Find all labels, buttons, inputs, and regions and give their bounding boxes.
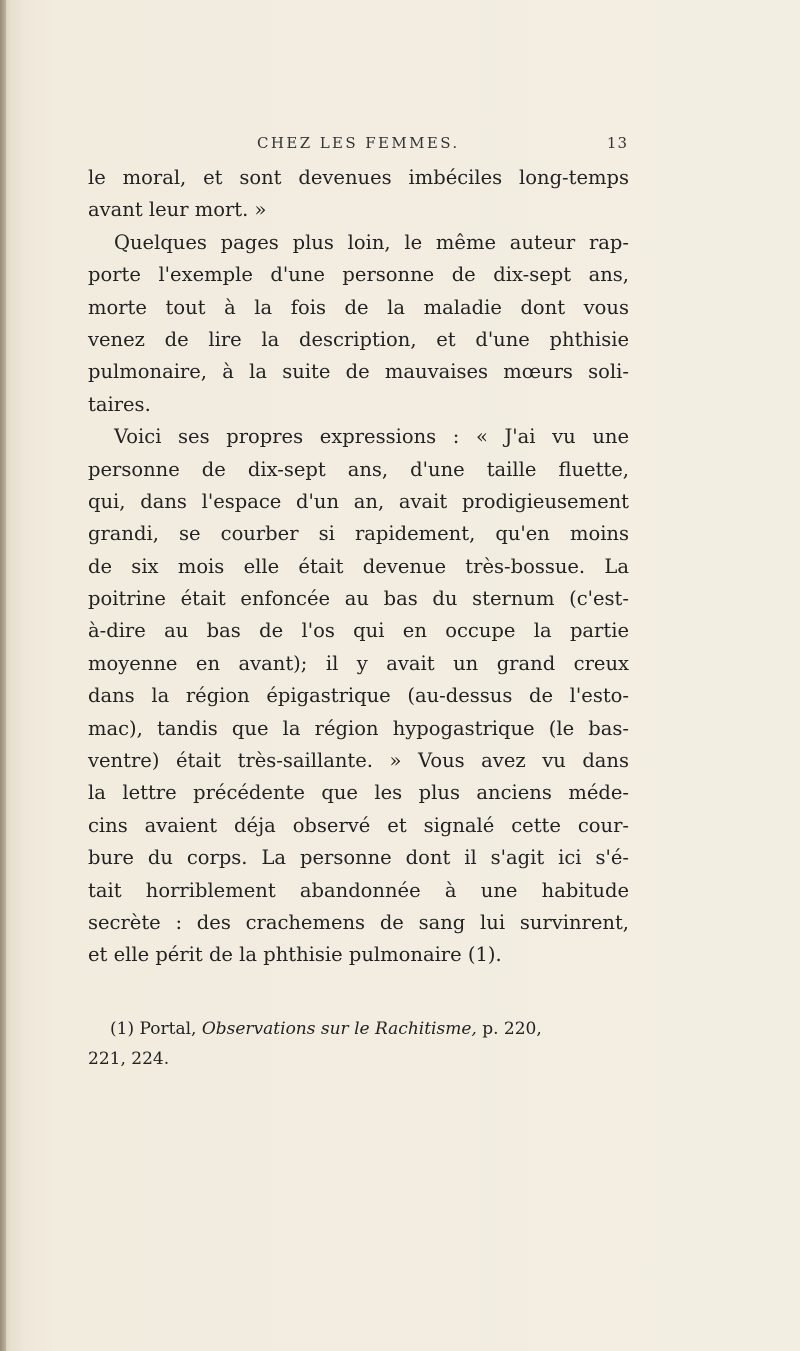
footnote-pages-start: p. 220, [482, 1019, 542, 1039]
text-line: venez de lire la description, et d'une phthisie [88, 327, 629, 351]
text-line: taires. [88, 392, 151, 416]
page-header [88, 132, 628, 158]
text-line: ventre) était très-saillante. » Vous avez vu dans [88, 749, 629, 773]
text-line: tait horriblement abandonnée à une habitude [88, 878, 629, 902]
text-line: grandi, se courber si rapidement, qu'en moins [88, 522, 629, 546]
page-binding-edge [0, 0, 6, 1351]
footnote [88, 1014, 629, 1074]
text-line: à-dire au bas de l'os qui en occupe la partie [88, 619, 629, 643]
text-line: Quelques pages plus loin, le même auteur rap- [114, 230, 629, 254]
text-line: pulmonaire, à la suite de mauvaises mœurs soli- [88, 360, 629, 384]
text-line: dans la région épigastrique (au-dessus de l'esto- [88, 684, 629, 708]
footnote-line [88, 1014, 629, 1044]
text-line: la lettre précédente que les plus anciens méde- [88, 781, 629, 805]
body-text [88, 162, 629, 972]
footnote-author: Portal, [139, 1019, 197, 1039]
footnote-marker: (1) [110, 1019, 135, 1039]
text-line: porte l'exemple d'une personne de dix-sept ans, [88, 263, 629, 287]
text-line: qui, dans l'espace d'un an, avait prodigieusement [88, 489, 629, 513]
text-line: morte tout à la fois de la maladie dont vous [88, 295, 629, 319]
text-line: bure du corps. La personne dont il s'agit ici s'é- [88, 846, 629, 870]
text-line: de six mois elle était devenue très-bossue. La [88, 554, 629, 578]
text-line: et elle périt de la phthisie pulmonaire (1). [88, 943, 502, 967]
text-line: Voici ses propres expressions : « J'ai vu une [114, 425, 629, 449]
text-line: avant leur mort. » [88, 198, 267, 222]
text-line: cins avaient déja observé et signalé cette cour- [88, 813, 629, 837]
footnote-pages-end: 221, 224. [88, 1049, 170, 1069]
text-line: poitrine était enfoncée au bas du sternum (c'est- [88, 587, 629, 611]
running-title: CHEZ LES FEMMES. [257, 134, 460, 152]
text-line: moyenne en avant); il y avait un grand creux [88, 651, 629, 675]
text-line: le moral, et sont devenues imbéciles long-temps [88, 166, 629, 189]
page-number: 13 [606, 134, 628, 152]
text-line: personne de dix-sept ans, d'une taille fluette, [88, 457, 629, 481]
text-line: mac), tandis que la région hypogastrique (le bas- [88, 716, 629, 740]
footnote-title: Observations sur le Rachitisme, [201, 1019, 477, 1039]
text-line: secrète : des crachemens de sang lui survinrent, [88, 910, 629, 934]
footnote-line [88, 1044, 629, 1074]
